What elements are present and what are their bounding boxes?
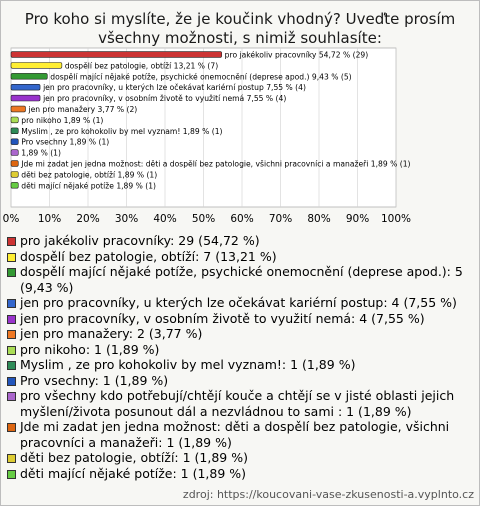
- bar-label: Jde mi zadat jen jedna možnost: děti a dospělí bez patologie, všichni pracovníci a manažeři 1,89 % (1): [21, 159, 411, 169]
- legend-label: dospělí mající nějaké potíže, psychické onemocnění (deprese apod.): 5 (9,43 %): [20, 264, 463, 295]
- x-tick-label: 60%: [230, 213, 254, 225]
- legend-label: děti mající nějaké potíže: 1 (1,89 %): [20, 465, 247, 481]
- bar: [11, 73, 47, 79]
- chart-title: Pro koho si myslíte, že je koučink vhodný? Uveďte prosím všechny možnosti, s nimiž souhlasíte:: [24, 10, 456, 47]
- x-tick-label: 20%: [76, 213, 100, 225]
- bar: [11, 52, 222, 58]
- legend-swatch: [7, 392, 16, 401]
- bar: [11, 117, 18, 123]
- bar: [11, 172, 18, 178]
- bar: [11, 139, 18, 145]
- x-tick-label: 10%: [37, 213, 62, 225]
- legend-item: [6, 466, 476, 482]
- bar: [11, 63, 62, 69]
- x-tick-label: 40%: [153, 213, 177, 225]
- legend-label: děti bez patologie, obtíží: 1 (1,89 %): [20, 450, 248, 465]
- legend-swatch: [7, 346, 16, 355]
- bar-label: 1,89 % (1): [21, 148, 61, 158]
- legend-item: [6, 249, 476, 265]
- bar-label: pro jakékoliv pracovníky 54,72 % (29): [224, 50, 369, 60]
- legend-swatch: [7, 315, 16, 324]
- legend-label: pro všechny kdo potřebují/chtějí kouče a chtějí se v jisté oblasti jejich myšlení/života posunout dál a nezvládnou to sami : 1 (1,89 %): [20, 388, 455, 419]
- source-note: zdroj: https://koucovani-vase-zkusenosti-a.vyplnto.cz: [182, 488, 474, 501]
- chart-legend: [6, 233, 476, 481]
- legend-swatch: [7, 454, 16, 463]
- legend-label: jen pro pracovníky, u kterých lze očekávat kariérní postup: 4 (7,55 %): [20, 295, 457, 310]
- x-tick-label: 30%: [114, 213, 139, 225]
- bar: [11, 150, 18, 156]
- bar-label: jen pro manažery 3,77 % (2): [28, 105, 138, 114]
- legend-swatch: [7, 470, 16, 479]
- x-tick-label: 70%: [268, 213, 293, 225]
- bar-label: jen pro pracovníky, u kterých lze očekávat kariérní postup 7,55 % (4): [43, 83, 306, 93]
- bar-label: děti mající nějaké potíže 1,89 % (1): [21, 181, 157, 191]
- bar-label: pro nikoho 1,89 % (1): [21, 115, 104, 125]
- bar-label: Pro vsechny 1,89 % (1): [21, 137, 110, 147]
- bar: [11, 128, 18, 134]
- legend-label: jen pro manažery: 2 (3,77 %): [20, 326, 203, 341]
- bar-label: dospělí mající nějaké potíže, psychické onemocnění (deprese apod.) 9,43 % (5): [50, 72, 352, 82]
- x-tick-label: 0%: [2, 213, 20, 225]
- x-tick-label: 50%: [191, 213, 216, 225]
- bar-chart: [0, 0, 480, 230]
- bar: [11, 182, 18, 188]
- legend-label: Myslim , ze pro kohokoliv by mel vyznam!: 1 (1,89 %): [20, 357, 356, 372]
- legend-swatch: [7, 268, 16, 277]
- bar: [11, 84, 40, 90]
- x-tick-label: 100%: [380, 213, 412, 225]
- legend-label: Pro vsechny: 1 (1,89 %): [20, 372, 169, 388]
- bar: [11, 95, 40, 101]
- legend-swatch: [7, 253, 16, 262]
- legend-item: [6, 450, 476, 466]
- legend-item: [6, 311, 476, 327]
- legend-swatch: [7, 330, 16, 339]
- bar-label: Myslim , ze pro kohokoliv by mel vyznam! 1,89 % (1): [21, 126, 223, 136]
- legend-label: pro nikoho: 1 (1,89 %): [20, 341, 160, 357]
- bar-label: jen pro pracovníky, v osobním životě to využití nemá 7,55 % (4): [43, 94, 287, 104]
- legend-item: [6, 233, 476, 249]
- legend-item: [6, 326, 476, 342]
- legend-item: [6, 388, 476, 419]
- legend-label: dospělí bez patologie, obtíží: 7 (13,21 %): [20, 248, 277, 264]
- legend-label: jen pro pracovníky, v osobním životě to využití nemá: 4 (7,55 %): [20, 310, 425, 326]
- legend-swatch: [7, 423, 16, 432]
- bar: [11, 161, 18, 167]
- legend-item: [6, 357, 476, 373]
- bar-label: děti bez patologie, obtíží 1,89 % (1): [21, 170, 158, 180]
- legend-swatch: [7, 361, 16, 370]
- legend-swatch: [7, 299, 16, 308]
- legend-item: [6, 295, 476, 311]
- legend-item: [6, 264, 476, 295]
- legend-swatch: [7, 377, 16, 386]
- legend-label: pro jakékoliv pracovníky: 29 (54,72 %): [20, 233, 260, 248]
- x-tick-label: 80%: [307, 213, 331, 225]
- bar-label: dospělí bez patologie, obtíží 13,21 % (7): [64, 61, 219, 71]
- bar: [11, 106, 26, 112]
- x-tick-label: 90%: [345, 213, 370, 225]
- legend-item: [6, 342, 476, 358]
- legend-label: Jde mi zadat jen jedna možnost: děti a dospělí bez patologie, všichni pracovníci a manažeři: 1 (1,89 %): [20, 419, 450, 450]
- legend-item: [6, 373, 476, 389]
- legend-swatch: [7, 237, 16, 246]
- legend-item: [6, 419, 476, 450]
